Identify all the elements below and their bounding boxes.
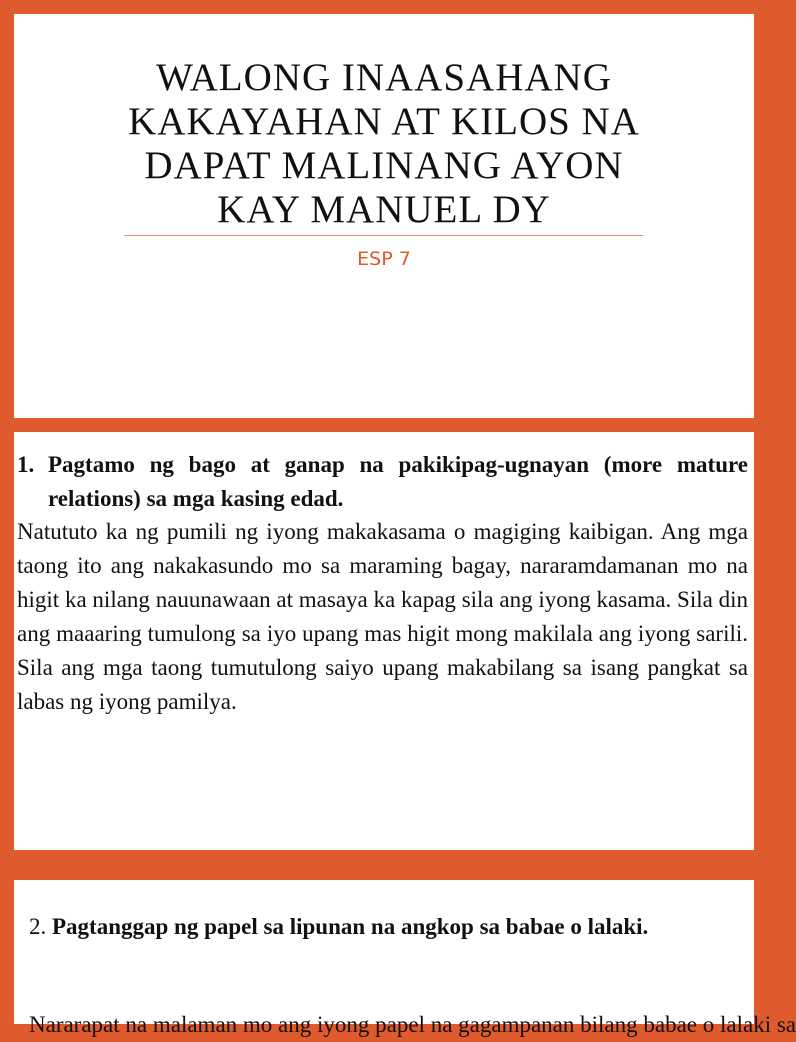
slide-title: WALONG INAASAHANG KAKAYAHAN AT KILOS NA DAPAT MALINANG AYON KAY MANUEL DY xyxy=(128,56,640,231)
title-slide xyxy=(14,14,754,418)
content-slide-1 xyxy=(14,432,754,850)
item-body: Natututo ka ng pumili ng iyong makakasama o magiging kaibigan. Ang mga taong ito ang nakakasundo mo sa maraming bagay, nararamdamanan mo na higit ka nilang nauunawaan at masaya ka kapag sila ang iyong kasama. Sila din ang maaaring tumulong sa iyo upang mas higit mong makilala ang iyong sarili. Sila ang mga taong tumutulong saiyo upang makabilang sa isang pangkat sa labas ng iyong pamilya. xyxy=(17,519,748,714)
item-heading-text: Pagtamo ng bago at ganap na pakikipag-ugnayan (more mature relations) sa mga kasing edad. xyxy=(48,452,748,511)
item-heading xyxy=(29,910,738,944)
item-heading-text: Pagtanggap ng papel sa lipunan na angkop sa babae o lalaki. xyxy=(52,914,649,939)
title-divider xyxy=(124,235,643,236)
item-number: 2. xyxy=(29,914,47,939)
slide-subtitle: ESP 7 xyxy=(357,248,411,270)
item-number: 1. xyxy=(17,452,35,477)
item-body-partial: Nararapat na malaman mo ang iyong papel na gagampanan bilang babae o lalaki sa xyxy=(29,1012,796,1037)
item-heading xyxy=(17,448,748,516)
content-slide-2 xyxy=(14,880,796,1037)
